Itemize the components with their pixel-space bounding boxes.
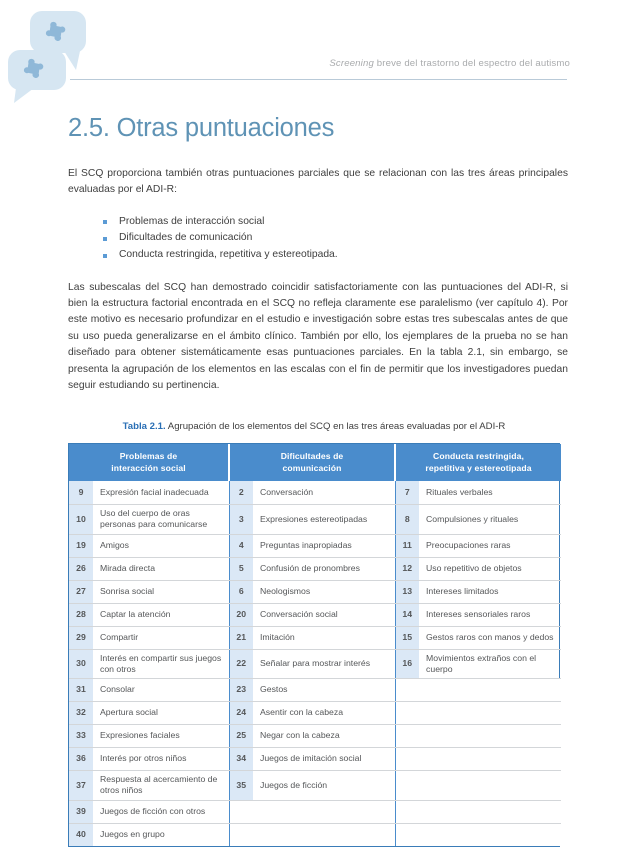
page-header <box>0 0 632 108</box>
item-label-cell: Movimientos extraños con el cuerpo <box>419 649 561 679</box>
column-header-communication-line2: comunicación <box>282 462 342 473</box>
item-number-cell: 36 <box>69 748 93 771</box>
item-number-cell: 37 <box>69 771 93 801</box>
item-label-cell: Juegos en grupo <box>100 829 165 840</box>
item-number-cell: 22 <box>229 649 253 679</box>
item-number-cell <box>395 823 419 846</box>
item-label-cell: Mirada directa <box>93 557 229 580</box>
item-label-cell <box>419 702 561 725</box>
column-header-restricted-line1: Conducta restringida, <box>433 451 524 462</box>
item-number-cell: 27 <box>69 580 93 603</box>
section-title-text: Otras puntuaciones <box>116 114 335 142</box>
item-label-cell: Uso del cuerpo de oras personas para comunicarse <box>93 504 229 534</box>
item-number-cell: 15 <box>395 626 419 649</box>
item-label-cell: Interés en compartir sus juegos con otros <box>93 649 229 679</box>
column-header-social-line2: interacción social <box>111 462 186 473</box>
table-row <box>69 649 561 679</box>
table-row <box>69 771 561 801</box>
item-number-cell: 8 <box>395 504 419 534</box>
running-head-rest: breve del trastorno del espectro del autismo <box>373 58 570 69</box>
item-number-cell: 33 <box>69 725 93 748</box>
item-number-cell: 25 <box>229 725 253 748</box>
intro-paragraph: El SCQ proporciona también otras puntuaciones parciales que se relacionan con las tres áreas principales evaluadas por el ADI-R: <box>68 168 568 196</box>
item-label-cell: Interés por otros niños <box>93 748 229 771</box>
table-row <box>69 725 561 748</box>
table-header-row <box>69 444 561 481</box>
item-number-cell <box>395 702 419 725</box>
item-number-cell: 19 <box>69 534 93 557</box>
main-paragraph: Las subescalas del SCQ han demostrado coincidir satisfactoriamente con las puntuaciones del ADI-R, si bien la estructura factorial encontrada en el SCQ no refleja claramente ese paralelismo (ver capítulo 4). Por este motivo es necesario profundizar en el estudio e investigación sobre estas tres subescalas antes de que su uso pueda generalizarse en el ámbito clínico. También por ello, los ejemplares de la prueba no se han diseñado para obtener sistemáticamente esas puntuaciones parciales. En la tabla 2.1, sin embargo, se presenta la agrupación de los elementos en las escalas con el fin de permitir que los investigadores puedan seguir estudiando su pertinencia. <box>68 281 568 392</box>
item-number-cell: 4 <box>229 534 253 557</box>
column-header-restricted-line2: repetitiva y estereotipada <box>425 462 532 473</box>
item-label-cell: Neologismos <box>253 580 395 603</box>
running-head <box>170 58 570 69</box>
table-caption <box>68 420 560 433</box>
item-label-cell: Sonrisa social <box>93 580 229 603</box>
item-label-cell: Gestos raros con manos y dedos <box>419 626 561 649</box>
item-number-cell: 20 <box>229 603 253 626</box>
item-number-cell: 39 <box>69 800 93 823</box>
running-head-italic: Screening <box>329 58 374 69</box>
page-title <box>68 113 568 143</box>
item-label-cell: Gestos <box>253 679 395 702</box>
item-number-cell <box>395 725 419 748</box>
table-row <box>69 679 561 702</box>
page-content <box>68 113 568 847</box>
item-number-cell: 35 <box>229 771 253 801</box>
item-label-cell: Compulsiones y rituales <box>419 504 561 534</box>
table-caption-label: Tabla 2.1. <box>122 421 166 433</box>
item-label-cell: Conversación <box>253 481 395 504</box>
item-number-cell: 7 <box>395 481 419 504</box>
item-number-cell: 16 <box>395 649 419 679</box>
column-header-communication <box>229 444 395 481</box>
items-table <box>69 444 561 846</box>
item-number-cell: 24 <box>229 702 253 725</box>
item-number-cell: 29 <box>69 626 93 649</box>
column-header-social <box>69 444 229 481</box>
item-number-cell <box>229 800 253 823</box>
item-label-cell <box>419 823 561 846</box>
table-row <box>69 534 561 557</box>
item-number-cell: 6 <box>229 580 253 603</box>
table-row <box>69 504 561 534</box>
column-header-communication-line1: Dificultades de <box>280 451 344 462</box>
item-number-cell: 12 <box>395 557 419 580</box>
item-label-cell: Juegos de ficción con otros <box>93 800 229 823</box>
table-body <box>69 481 561 846</box>
table-row <box>69 626 561 649</box>
item-label-cell: Preguntas inapropiadas <box>253 534 395 557</box>
item-label-cell <box>253 823 395 846</box>
item-label-cell <box>419 679 561 702</box>
items-table-wrapper <box>68 443 560 847</box>
list-item: Problemas de interacción social <box>103 214 568 231</box>
item-label-cell: Expresiones estereotipadas <box>253 504 395 534</box>
list-item: Conducta restringida, repetitiva y estereotipada. <box>103 247 568 264</box>
item-label-cell: Expresiones faciales <box>93 725 229 748</box>
item-number-cell: 28 <box>69 603 93 626</box>
item-label-cell: Juegos de imitación social <box>253 748 395 771</box>
item-label-cell: Expresión facial inadecuada <box>93 481 229 504</box>
item-label-cell <box>419 800 561 823</box>
item-label-cell <box>419 725 561 748</box>
table-row <box>69 603 561 626</box>
section-number: 2.5. <box>68 114 110 142</box>
item-number-cell: 32 <box>69 702 93 725</box>
item-number-cell: 13 <box>395 580 419 603</box>
item-number-cell: 31 <box>69 679 93 702</box>
item-number-cell <box>229 823 253 846</box>
table-row <box>69 481 561 504</box>
item-label-cell: Amigos <box>93 534 229 557</box>
item-number-cell: 2 <box>229 481 253 504</box>
item-label-cell: Imitación <box>253 626 395 649</box>
item-label-cell: Negar con la cabeza <box>253 725 395 748</box>
item-label-cell <box>419 771 561 801</box>
item-label-cell: Uso repetitivo de objetos <box>419 557 561 580</box>
item-number-cell: 10 <box>69 504 93 534</box>
item-label-cell: Captar la atención <box>93 603 229 626</box>
item-number-cell: 11 <box>395 534 419 557</box>
item-number-cell <box>395 748 419 771</box>
item-label-cell: Respuesta al acercamiento de otros niños <box>93 771 229 801</box>
item-label-cell: Preocupaciones raras <box>419 534 561 557</box>
table-row <box>69 800 561 823</box>
item-number-cell <box>395 771 419 801</box>
column-header-restricted <box>395 444 561 481</box>
item-number-cell: 5 <box>229 557 253 580</box>
item-number-cell: 23 <box>229 679 253 702</box>
item-number-cell <box>395 679 419 702</box>
item-label-cell <box>253 800 395 823</box>
header-divider-rule <box>70 79 567 80</box>
table-row <box>69 748 561 771</box>
table-head <box>69 444 561 481</box>
table-row <box>69 557 561 580</box>
item-number-cell: 21 <box>229 626 253 649</box>
item-label-cell: Asentir con la cabeza <box>253 702 395 725</box>
item-number-cell <box>395 800 419 823</box>
item-label-cell: Compartir <box>93 626 229 649</box>
item-number-cell: 40 <box>69 823 93 846</box>
item-label-cell: Rituales verbales <box>419 481 561 504</box>
column-header-social-line1: Problemas de <box>119 451 178 462</box>
item-number-cell: 26 <box>69 557 93 580</box>
item-number-cell: 30 <box>69 649 93 679</box>
item-label-cell: Consolar <box>93 679 229 702</box>
table-caption-text: Agrupación de los elementos del SCQ en las tres áreas evaluadas por el ADI-R <box>165 421 506 433</box>
table-row <box>69 580 561 603</box>
item-label-cell: Juegos de ficción <box>253 771 395 801</box>
item-number-cell: 3 <box>229 504 253 534</box>
table-row <box>69 823 561 846</box>
area-bullet-list <box>68 214 568 264</box>
item-number-cell: 34 <box>229 748 253 771</box>
item-label-cell: Conversación social <box>253 603 395 626</box>
item-number-cell: 14 <box>395 603 419 626</box>
item-label-cell: Señalar para mostrar interés <box>253 649 395 679</box>
item-label-cell <box>419 748 561 771</box>
table-row <box>69 702 561 725</box>
item-label-cell: Apertura social <box>93 702 229 725</box>
list-item: Dificultades de comunicación <box>103 230 568 247</box>
item-label-cell: Intereses limitados <box>419 580 561 603</box>
item-label-cell: Intereses sensoriales raros <box>419 603 561 626</box>
speech-bubble-puzzle-logo-icon <box>8 8 108 103</box>
item-number-cell: 9 <box>69 481 93 504</box>
item-label-cell: Confusión de pronombres <box>253 557 395 580</box>
